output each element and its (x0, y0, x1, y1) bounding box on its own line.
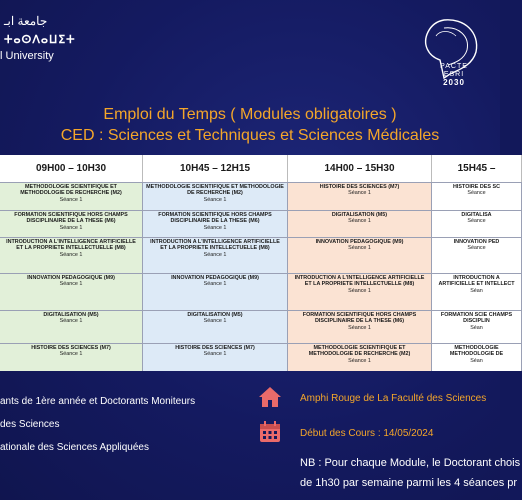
session-label: Séance 1 (59, 196, 83, 203)
home-icon (258, 386, 282, 408)
module-name: INNOVATION PEDAGOGIQUE (M9) (27, 275, 115, 281)
timetable-cell (143, 210, 288, 237)
module-name: FORMATION SCIENTIFIQUE HORS CHAMPS DISCIPLINAIRE DE LA THESE (M6) (158, 212, 272, 225)
timetable-cell (288, 343, 432, 371)
module-name: METHODOLOGIE METHODOLOGIE DE (449, 345, 504, 358)
session-label: Séance 1 (348, 190, 371, 197)
time-slot-header: 10H45 – 12H15 (143, 155, 288, 182)
session-label: Séance 1 (203, 281, 227, 288)
timetable-cell (432, 343, 522, 371)
module-name: DIGITALISATION (M5) (331, 212, 388, 218)
calendar-icon (258, 421, 282, 443)
timetable-cell (143, 273, 288, 310)
module-name: INTRODUCTION A L'INTELLIGENCE ARTIFICIELLE ET LA PROPRIETE INTELLECTUELLE (M8) (294, 275, 425, 288)
timetable-column (432, 155, 522, 371)
timetable-cell (432, 182, 522, 210)
timetable-cell (0, 343, 143, 371)
audience-line-2: des Sciences (0, 419, 60, 430)
pacte-logo-subtitle: ESRI (443, 71, 465, 78)
module-name: HISTOIRE DES SCIENCES (M7) (175, 345, 255, 351)
session-label: Séance 1 (203, 224, 227, 231)
pacte-logo-title: PACTE (440, 63, 468, 70)
module-name: FORMATION SCIENTIFIQUE HORS CHAMPS DISCIPLINAIRE DE LA THESE (M6) (14, 212, 128, 225)
time-slot-header: 14H00 – 15H30 (288, 155, 432, 182)
module-name: FORMATION SCIE CHAMPS DISCIPLIN (440, 312, 513, 325)
audience-line-1: ants de 1ère année et Doctorants Moniteurs (0, 396, 196, 407)
timetable-cell (432, 310, 522, 343)
module-name: INTRODUCTION A ARTIFICIELLE ET INTELLECT (438, 275, 515, 288)
module-name: FORMATION SCIENTIFIQUE HORS CHAMPS DISCIPLINAIRE DE LA THESE (M6) (302, 312, 417, 325)
module-name: METHODOLOGIE SCIENTIFIQUE ET METHODOLOGIE DE RECHERCHE (M2) (146, 184, 284, 197)
module-name: INTRODUCTION A L'INTELLIGENCE ARTIFICIELLE ET LA PROPRIETE INTELLECTUELLE (M8) (150, 239, 280, 252)
module-name: INNOVATION PEDAGOGIQUE (M9) (315, 239, 404, 245)
session-label: Séance 1 (59, 224, 83, 231)
timetable (0, 155, 515, 371)
session-label: Séance 1 (348, 324, 371, 331)
module-name: METHODOLOGIE SCIENTIFIQUE ET METHODOLOGIE DE RECHERCHE (M2) (20, 184, 122, 197)
audience-line-3: ationale des Sciences Appliquées (0, 442, 149, 453)
timetable-column (0, 155, 143, 371)
module-name: INNOVATION PED (453, 239, 500, 245)
module-name: METHODOLOGIE SCIENTIFIQUE ET METHODOLOGIE DE RECHERCHE (M2) (308, 345, 411, 358)
session-label: Séan (470, 357, 483, 364)
page-subtitle: CED : Sciences et Techniques et Sciences Médicales (60, 127, 440, 144)
timetable-cell (288, 237, 432, 273)
timetable-column (143, 155, 288, 371)
module-name: HISTOIRE DES SC (453, 184, 500, 190)
time-slot-header: 09H00 – 10H30 (0, 155, 143, 182)
session-label: Séance 1 (348, 287, 371, 294)
session-label: Séance (467, 190, 486, 197)
session-label: Séance 1 (348, 357, 371, 364)
session-label: Séance (467, 245, 486, 252)
pacte-logo-year: 2030 (443, 78, 465, 87)
timetable-cell (432, 237, 522, 273)
session-label: Séan (470, 287, 483, 294)
timetable-cell (143, 237, 288, 273)
timetable-cell (432, 273, 522, 310)
university-name: l University (0, 50, 54, 62)
module-name: INTRODUCTION A L'INTELLIGENCE ARTIFICIELLE ET LA PROPRIETE INTELLECTUELLE (M8) (6, 239, 136, 252)
timetable-cell (432, 210, 522, 237)
session-label: Séance (467, 218, 486, 225)
session-label: Séance 1 (348, 218, 371, 225)
timetable-cell (0, 210, 143, 237)
note-line-1: NB : Pour chaque Module, le Doctorant chois (300, 457, 521, 469)
timetable-cell (143, 343, 288, 371)
session-label: Séance 1 (348, 245, 371, 252)
timetable-cell (0, 237, 143, 273)
module-name: INNOVATION PEDAGOGIQUE (M9) (171, 275, 259, 281)
university-name-tifinagh: ⵜⴰⵙⴷⴰⵡⵉⵜ (4, 34, 76, 46)
timetable-cell (288, 210, 432, 237)
timetable-cell (0, 273, 143, 310)
timetable-cell (143, 182, 288, 210)
module-name: DIGITALISATION (M5) (187, 312, 243, 318)
page-title: Emploi du Temps ( Modules obligatoires ) (103, 106, 397, 123)
session-label: Séance 1 (203, 196, 227, 203)
time-slot-header: 15H45 – (432, 155, 522, 182)
module-name: DIGITALISATION (M5) (43, 312, 99, 318)
timetable-cell (288, 182, 432, 210)
session-label: Séance 1 (59, 281, 83, 288)
timetable-cell (288, 273, 432, 310)
timetable-cell (0, 182, 143, 210)
timetable-cell (143, 310, 288, 343)
module-name: HISTOIRE DES SCIENCES (M7) (319, 184, 400, 190)
session-label: Séan (470, 324, 483, 331)
university-name-arabic: جامعة ابـ (4, 14, 48, 28)
session-label: Séance 1 (203, 251, 227, 258)
module-name: DIGITALISA (461, 212, 492, 218)
pacte-logo-text (428, 63, 480, 87)
timetable-column (288, 155, 432, 371)
session-label: Séance 1 (59, 351, 83, 358)
session-label: Séance 1 (59, 251, 83, 258)
start-date-text: Début des Cours : 14/05/2024 (300, 428, 434, 439)
session-label: Séance 1 (203, 318, 227, 325)
timetable-cell (288, 310, 432, 343)
location-text: Amphi Rouge de La Faculté des Sciences (300, 393, 487, 404)
session-label: Séance 1 (59, 318, 83, 325)
note-line-2: de 1h30 par semaine parmi les 4 séances pr (300, 477, 518, 489)
timetable-cell (0, 310, 143, 343)
module-name: HISTOIRE DES SCIENCES (M7) (31, 345, 111, 351)
session-label: Séance 1 (203, 351, 227, 358)
